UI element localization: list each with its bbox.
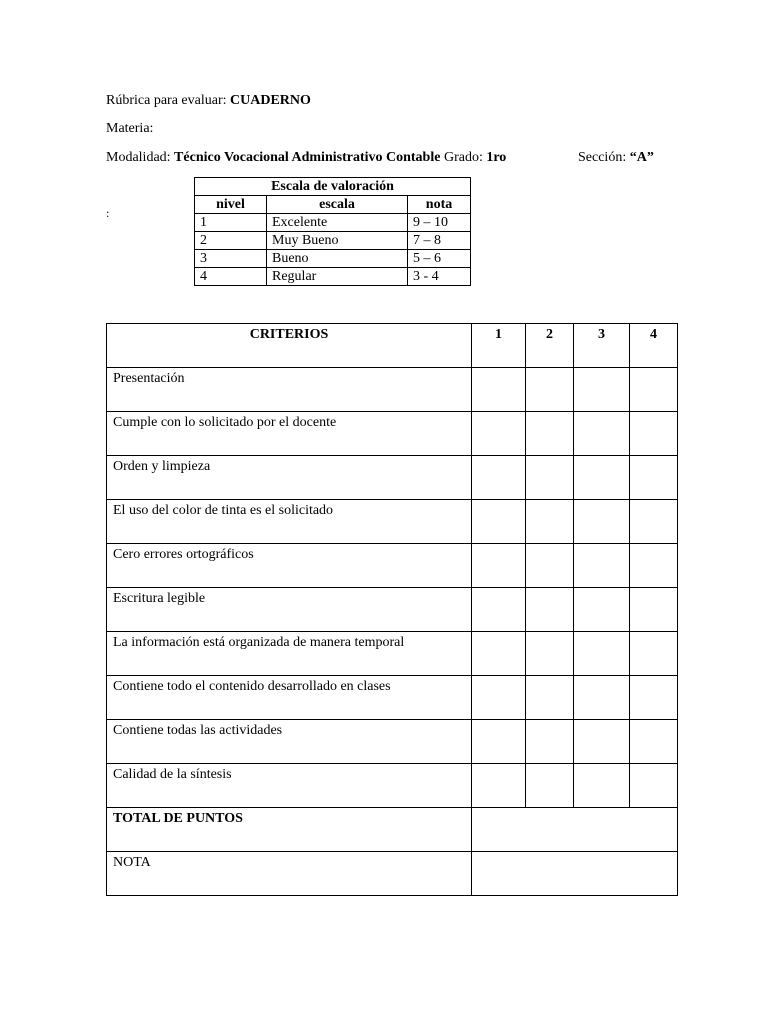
scale-nivel: 1	[195, 214, 267, 232]
level-1-header: 1	[472, 324, 526, 368]
scale-nota: 9 – 10	[408, 214, 471, 232]
score-cell-4[interactable]	[630, 500, 678, 544]
scale-nota: 5 – 6	[408, 250, 471, 268]
criterion-row	[107, 500, 678, 544]
scale-header-escala: escala	[267, 196, 408, 214]
criterion-label: Escritura legible	[107, 588, 472, 632]
nota-label: NOTA	[107, 852, 472, 896]
scale-nivel: 3	[195, 250, 267, 268]
criterion-row	[107, 456, 678, 500]
scale-header-nivel: nivel	[195, 196, 267, 214]
score-cell-1[interactable]	[472, 764, 526, 808]
stray-colon: :	[106, 206, 110, 220]
criterion-label: Calidad de la síntesis	[107, 764, 472, 808]
criterion-label: La información está organizada de manera temporal	[107, 632, 472, 676]
level-2-header: 2	[526, 324, 574, 368]
score-cell-4[interactable]	[630, 764, 678, 808]
modalidad-line	[106, 149, 506, 167]
criterios-header: CRITERIOS	[107, 324, 472, 368]
score-cell-3[interactable]	[574, 632, 630, 676]
score-cell-2[interactable]	[526, 456, 574, 500]
score-cell-2[interactable]	[526, 764, 574, 808]
scale-header-nota: nota	[408, 196, 471, 214]
score-cell-1[interactable]	[472, 456, 526, 500]
rubric-title-line	[106, 92, 311, 110]
score-cell-4[interactable]	[630, 544, 678, 588]
score-cell-3[interactable]	[574, 544, 630, 588]
score-cell-4[interactable]	[630, 456, 678, 500]
score-cell-1[interactable]	[472, 412, 526, 456]
scale-header-row	[195, 196, 471, 214]
criterion-row	[107, 632, 678, 676]
scale-escala: Excelente	[267, 214, 408, 232]
score-cell-3[interactable]	[574, 456, 630, 500]
criterion-row	[107, 720, 678, 764]
scale-row	[195, 214, 471, 232]
total-label: TOTAL DE PUNTOS	[107, 808, 472, 852]
scale-table	[194, 177, 471, 286]
rubric-table	[106, 323, 678, 896]
scale-escala: Regular	[267, 268, 408, 286]
score-cell-2[interactable]	[526, 720, 574, 764]
total-row	[107, 808, 678, 852]
score-cell-4[interactable]	[630, 720, 678, 764]
score-cell-3[interactable]	[574, 764, 630, 808]
score-cell-3[interactable]	[574, 720, 630, 764]
score-cell-3[interactable]	[574, 412, 630, 456]
scale-row	[195, 232, 471, 250]
scale-row	[195, 250, 471, 268]
scale-nota: 3 - 4	[408, 268, 471, 286]
score-cell-4[interactable]	[630, 412, 678, 456]
criterion-row	[107, 676, 678, 720]
score-cell-4[interactable]	[630, 632, 678, 676]
rubric-subject: CUADERNO	[230, 93, 311, 108]
score-cell-2[interactable]	[526, 412, 574, 456]
criterion-row	[107, 588, 678, 632]
score-cell-3[interactable]	[574, 676, 630, 720]
criterion-label: Cero errores ortográficos	[107, 544, 472, 588]
score-cell-2[interactable]	[526, 500, 574, 544]
score-cell-4[interactable]	[630, 676, 678, 720]
materia-label: Materia:	[106, 121, 154, 136]
criterion-label: Contiene todas las actividades	[107, 720, 472, 764]
score-cell-1[interactable]	[472, 588, 526, 632]
nota-row	[107, 852, 678, 896]
level-3-header: 3	[574, 324, 630, 368]
modalidad-label: Modalidad:	[106, 150, 175, 165]
score-cell-2[interactable]	[526, 588, 574, 632]
score-cell-2[interactable]	[526, 544, 574, 588]
scale-escala: Bueno	[267, 250, 408, 268]
score-cell-1[interactable]	[472, 544, 526, 588]
score-cell-1[interactable]	[472, 500, 526, 544]
scale-escala: Muy Bueno	[267, 232, 408, 250]
score-cell-2[interactable]	[526, 676, 574, 720]
level-4-header: 4	[630, 324, 678, 368]
nota-value-cell[interactable]	[472, 852, 678, 896]
score-cell-4[interactable]	[630, 588, 678, 632]
score-cell-3[interactable]	[574, 368, 630, 412]
criterion-label: Cumple con lo solicitado por el docente	[107, 412, 472, 456]
score-cell-1[interactable]	[472, 676, 526, 720]
score-cell-3[interactable]	[574, 500, 630, 544]
scale-nivel: 4	[195, 268, 267, 286]
criterion-row	[107, 412, 678, 456]
seccion-line	[578, 149, 654, 167]
scale-title: Escala de valoración	[195, 178, 471, 196]
modalidad-value: Técnico Vocacional Administrativo Contable	[174, 150, 441, 165]
total-value-cell[interactable]	[472, 808, 678, 852]
grado-value: 1ro	[486, 150, 507, 165]
grado-label: Grado:	[440, 150, 487, 165]
criterion-label: Presentación	[107, 368, 472, 412]
scale-row	[195, 268, 471, 286]
score-cell-3[interactable]	[574, 588, 630, 632]
scale-title-row	[195, 178, 471, 196]
rubric-header-row	[107, 324, 678, 368]
score-cell-1[interactable]	[472, 720, 526, 764]
score-cell-1[interactable]	[472, 632, 526, 676]
score-cell-2[interactable]	[526, 632, 574, 676]
score-cell-1[interactable]	[472, 368, 526, 412]
criterion-row	[107, 368, 678, 412]
score-cell-2[interactable]	[526, 368, 574, 412]
rubric-label: Rúbrica para evaluar:	[106, 93, 230, 108]
criterion-label: Contiene todo el contenido desarrollado en clases	[107, 676, 472, 720]
scale-nota: 7 – 8	[408, 232, 471, 250]
criterion-row	[107, 544, 678, 588]
score-cell-4[interactable]	[630, 368, 678, 412]
criterion-row	[107, 764, 678, 808]
seccion-value: “A”	[629, 150, 654, 165]
materia-line	[106, 120, 153, 138]
seccion-label: Sección:	[578, 150, 630, 165]
criterion-label: Orden y limpieza	[107, 456, 472, 500]
criterion-label: El uso del color de tinta es el solicitado	[107, 500, 472, 544]
scale-nivel: 2	[195, 232, 267, 250]
